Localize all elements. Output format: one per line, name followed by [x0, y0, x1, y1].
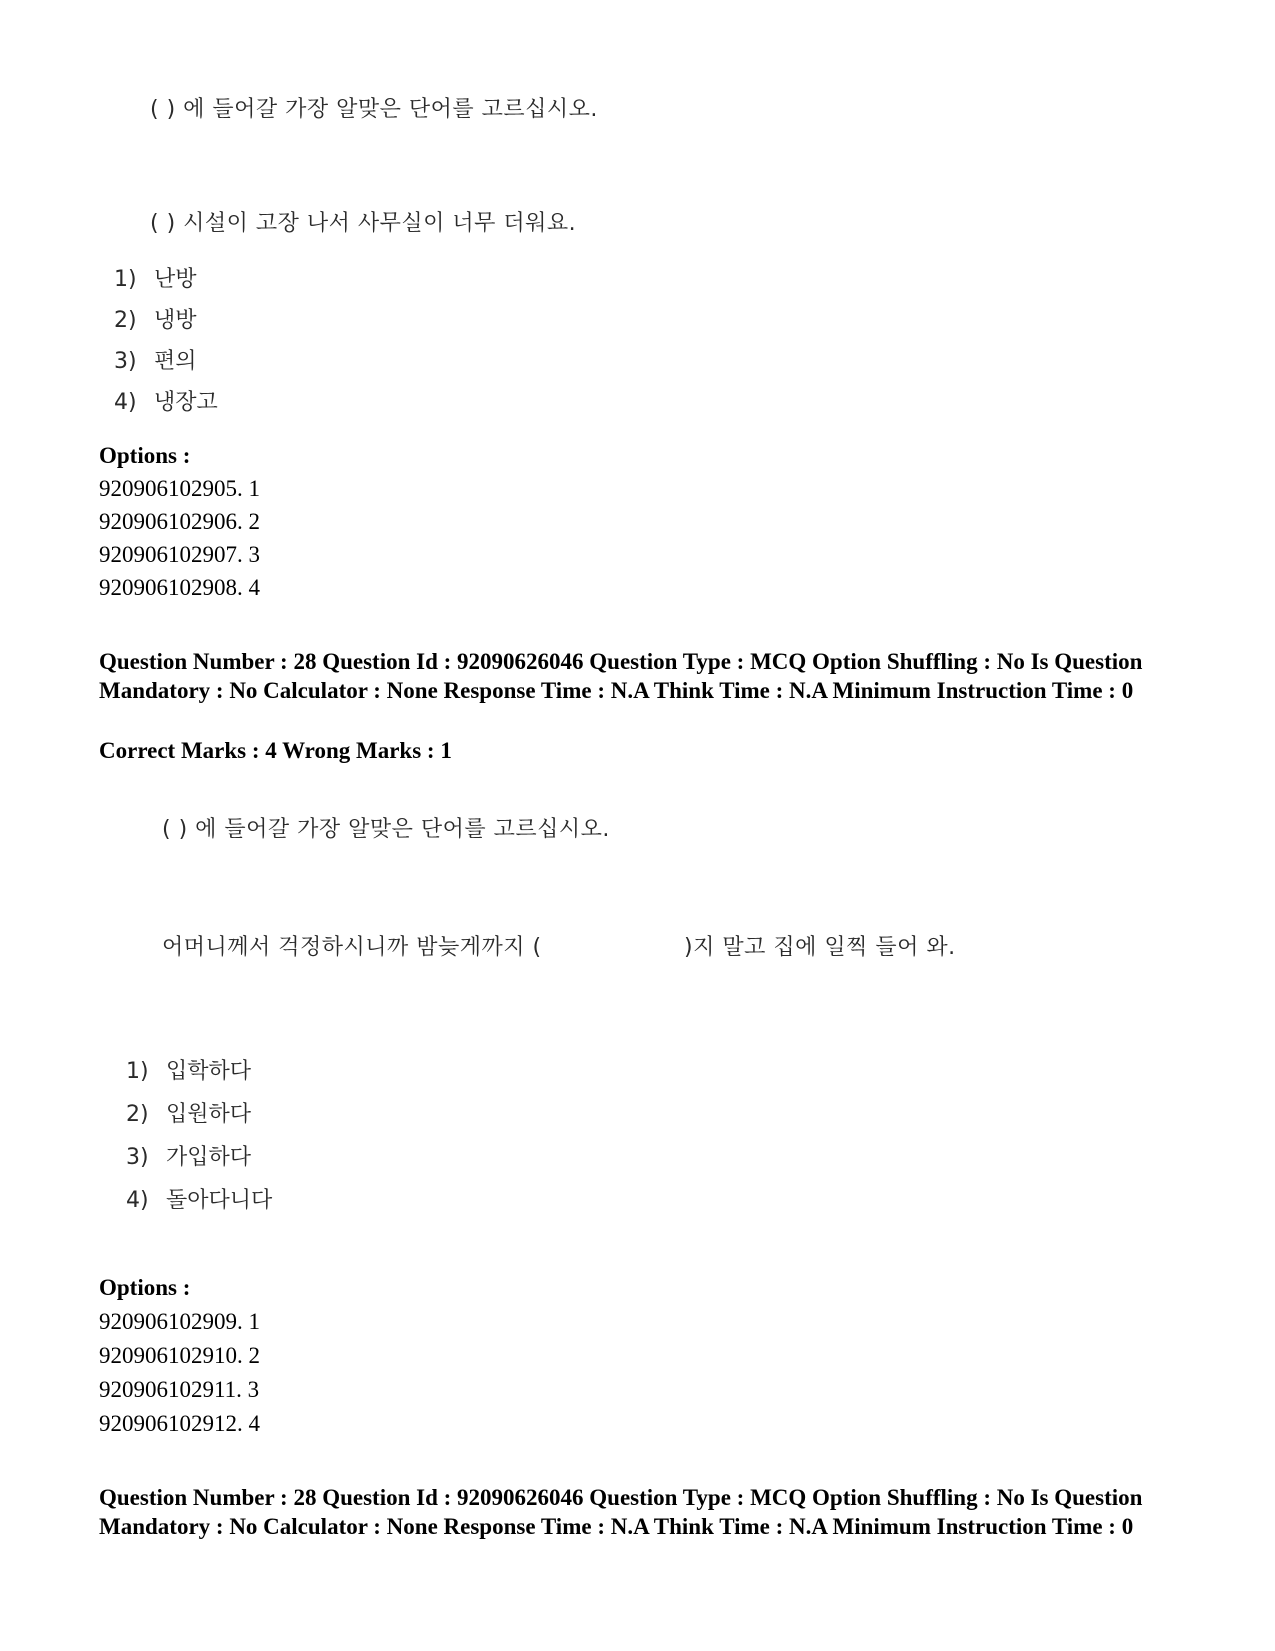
choice-number: 4)	[114, 390, 137, 415]
choice-item	[126, 1054, 251, 1085]
choice-text: 돌아다니다	[166, 1188, 273, 1213]
choice-item	[126, 1097, 251, 1128]
choice-number: 2)	[114, 308, 137, 333]
choice-number: 3)	[126, 1145, 149, 1170]
choice-text: 편의	[154, 349, 197, 374]
choice-item	[126, 1183, 272, 1214]
option-id: 920906102910. 2	[99, 1343, 260, 1368]
question-meta: Question Number : 28 Question Id : 92090626046 Question Type : MCQ Option Shuffling : No Is Question Mandatory : No Calculator : None Response Time : N.A Think Time : N.A Minimum Instruction Time : 0	[99, 649, 1143, 703]
choice-item	[114, 344, 197, 375]
question-sentence-start: 어머니께서 걱정하시니까 밤늦게까지 (	[162, 935, 542, 960]
choice-item	[114, 385, 218, 416]
choice-item	[114, 262, 197, 293]
choice-text: 입원하다	[166, 1102, 252, 1127]
option-id: 920906102906. 2	[99, 509, 260, 534]
choice-text: 난방	[154, 267, 197, 292]
question-instruction: ( ) 에 들어갈 가장 알맞은 단어를 고르십시오.	[162, 817, 610, 842]
choice-text: 냉방	[154, 308, 197, 333]
choice-item	[126, 1140, 251, 1171]
option-id: 920906102912. 4	[99, 1411, 260, 1436]
options-label: Options :	[99, 443, 191, 468]
option-id: 920906102908. 4	[99, 575, 260, 600]
option-id: 920906102909. 1	[99, 1309, 260, 1334]
question-instruction: ( ) 에 들어갈 가장 알맞은 단어를 고르십시오.	[150, 97, 598, 122]
choice-number: 3)	[114, 349, 137, 374]
option-id: 920906102905. 1	[99, 476, 260, 501]
choice-number: 1)	[114, 267, 137, 292]
choice-text: 입학하다	[166, 1059, 252, 1084]
choice-number: 1)	[126, 1059, 149, 1084]
choice-item	[114, 303, 197, 334]
choice-number: 2)	[126, 1102, 149, 1127]
choice-text: 가입하다	[166, 1145, 252, 1170]
choice-text: 냉장고	[154, 390, 218, 415]
question-sentence-end: )지 말고 집에 일찍 들어 와.	[684, 935, 956, 960]
question-sentence: ( ) 시설이 고장 나서 사무실이 너무 더워요.	[150, 211, 577, 236]
option-id: 920906102907. 3	[99, 542, 260, 567]
option-id: 920906102911. 3	[99, 1377, 260, 1402]
choice-number: 4)	[126, 1188, 149, 1213]
question-meta: Question Number : 28 Question Id : 92090626046 Question Type : MCQ Option Shuffling : No Is Question Mandatory : No Calculator : None Response Time : N.A Think Time : N.A Minimum Instruction Time : 0	[99, 1485, 1143, 1539]
question-marks: Correct Marks : 4 Wrong Marks : 1	[99, 738, 452, 763]
options-label: Options :	[99, 1275, 191, 1300]
